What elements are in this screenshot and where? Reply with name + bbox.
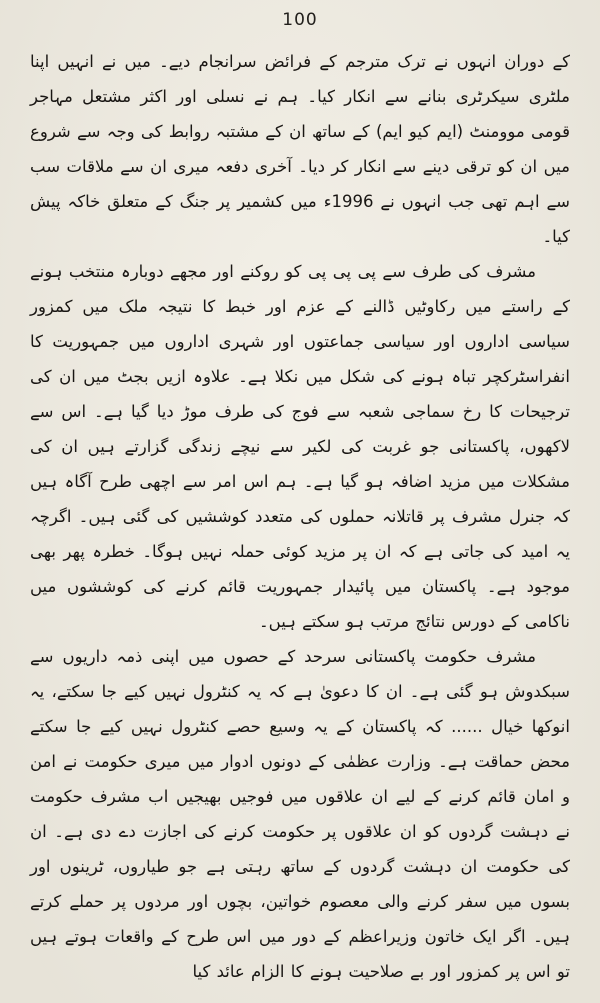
page-text-body bbox=[0, 30, 600, 989]
page-number: 100 bbox=[282, 10, 318, 30]
paragraph-musharraf-ppp: مشرف کی طرف سے پی پی پی کو روکنے اور مجھے دوبارہ منتخب ہونے کے راستے میں رکاوٹیں ڈالنے کے عزم اور خبط کا نتیجہ ملک میں کمزور سیاسی اداروں اور سیاسی جماعتوں اور شہری اداروں میں جمہوریت کا انفراسٹرکچر تباہ ہونے کی شکل میں نکلا ہے۔ علاوہ ازیں بجٹ میں ان کی ترجیحات کا رخ سماجی شعبہ سے فوج کی طرف موڑ دیا گیا ہے۔ اس سے لاکھوں، پاکستانی جو غربت کی لکیر سے نیچے زندگی گزارتے ہیں ان کی مشکلات میں مزید اضافہ ہو گیا ہے۔ ہم اس امر سے اچھی طرح آگاہ ہیں کہ جنرل مشرف پر قاتلانہ حملوں کی متعدد کوششیں کی گئی ہیں۔ اگرچہ یہ امید کی جاتی ہے کہ ان پر مزید کوئی حملہ نہیں ہوگا۔ خطرہ پھر بھی موجود ہے۔ پاکستان میں پائیدار جمہوریت قائم کرنے کی کوششوں میں ناکامی کے دورس نتائج مرتب ہو سکتے ہیں۔ bbox=[30, 262, 570, 631]
paragraph-continuation: کے دوران انہوں نے ترک مترجم کے فرائض سرانجام دیے۔ میں نے انہیں اپنا ملٹری سیکرٹری بنانے سے انکار کیا۔ ہم نے نسلی اور اکثر مشتعل مہاجر قومی موومنٹ (ایم کیو ایم) کے ساتھ ان کے مشتبہ روابط کی وجہ سے شروع میں ان کو ترقی دینے سے انکار کر دیا۔ آخری دفعہ میری ان سے ملاقات سب سے اہم تھی جب انہوں نے 1996ء میں کشمیر پر جنگ کے متعلق خاکہ پیش کیا۔ bbox=[30, 52, 570, 246]
paragraph-musharraf-government: مشرف حکومت پاکستانی سرحد کے حصوں میں اپنی ذمہ داریوں سے سبکدوش ہو گئی ہے۔ ان کا دعویٰ ہے کہ یہ کنٹرول نہیں کیے جا سکتے، یہ انوکھا خیال ...... کہ پاکستان کے یہ وسیع حصے کنٹرول نہیں کیے جا سکتے محض حماقت ہے۔ وزارت عظمٰی کے دونوں ادوار میں میری حکومت نے امن و امان قائم کرنے کے لیے ان علاقوں میں فوجیں بھیجیں اب مشرف حکومت نے دہشت گردوں کو ان علاقوں پر حکومت کرنے کی اجازت دے دی ہے۔ ان کی حکومت ان دہشت گردوں کے ساتھ رہتی ہے جو طیاروں، ٹرینوں اور بسوں میں سفر کرنے والی معصوم خواتین، بچوں اور مردوں پر حملے کرتے ہیں۔ اگر ایک خاتون وزیراعظم کے دور میں اس طرح کے واقعات ہوتے ہیں تو اس پر کمزور اور بے صلاحیت ہونے کا الزام عائد کیا bbox=[30, 647, 570, 981]
